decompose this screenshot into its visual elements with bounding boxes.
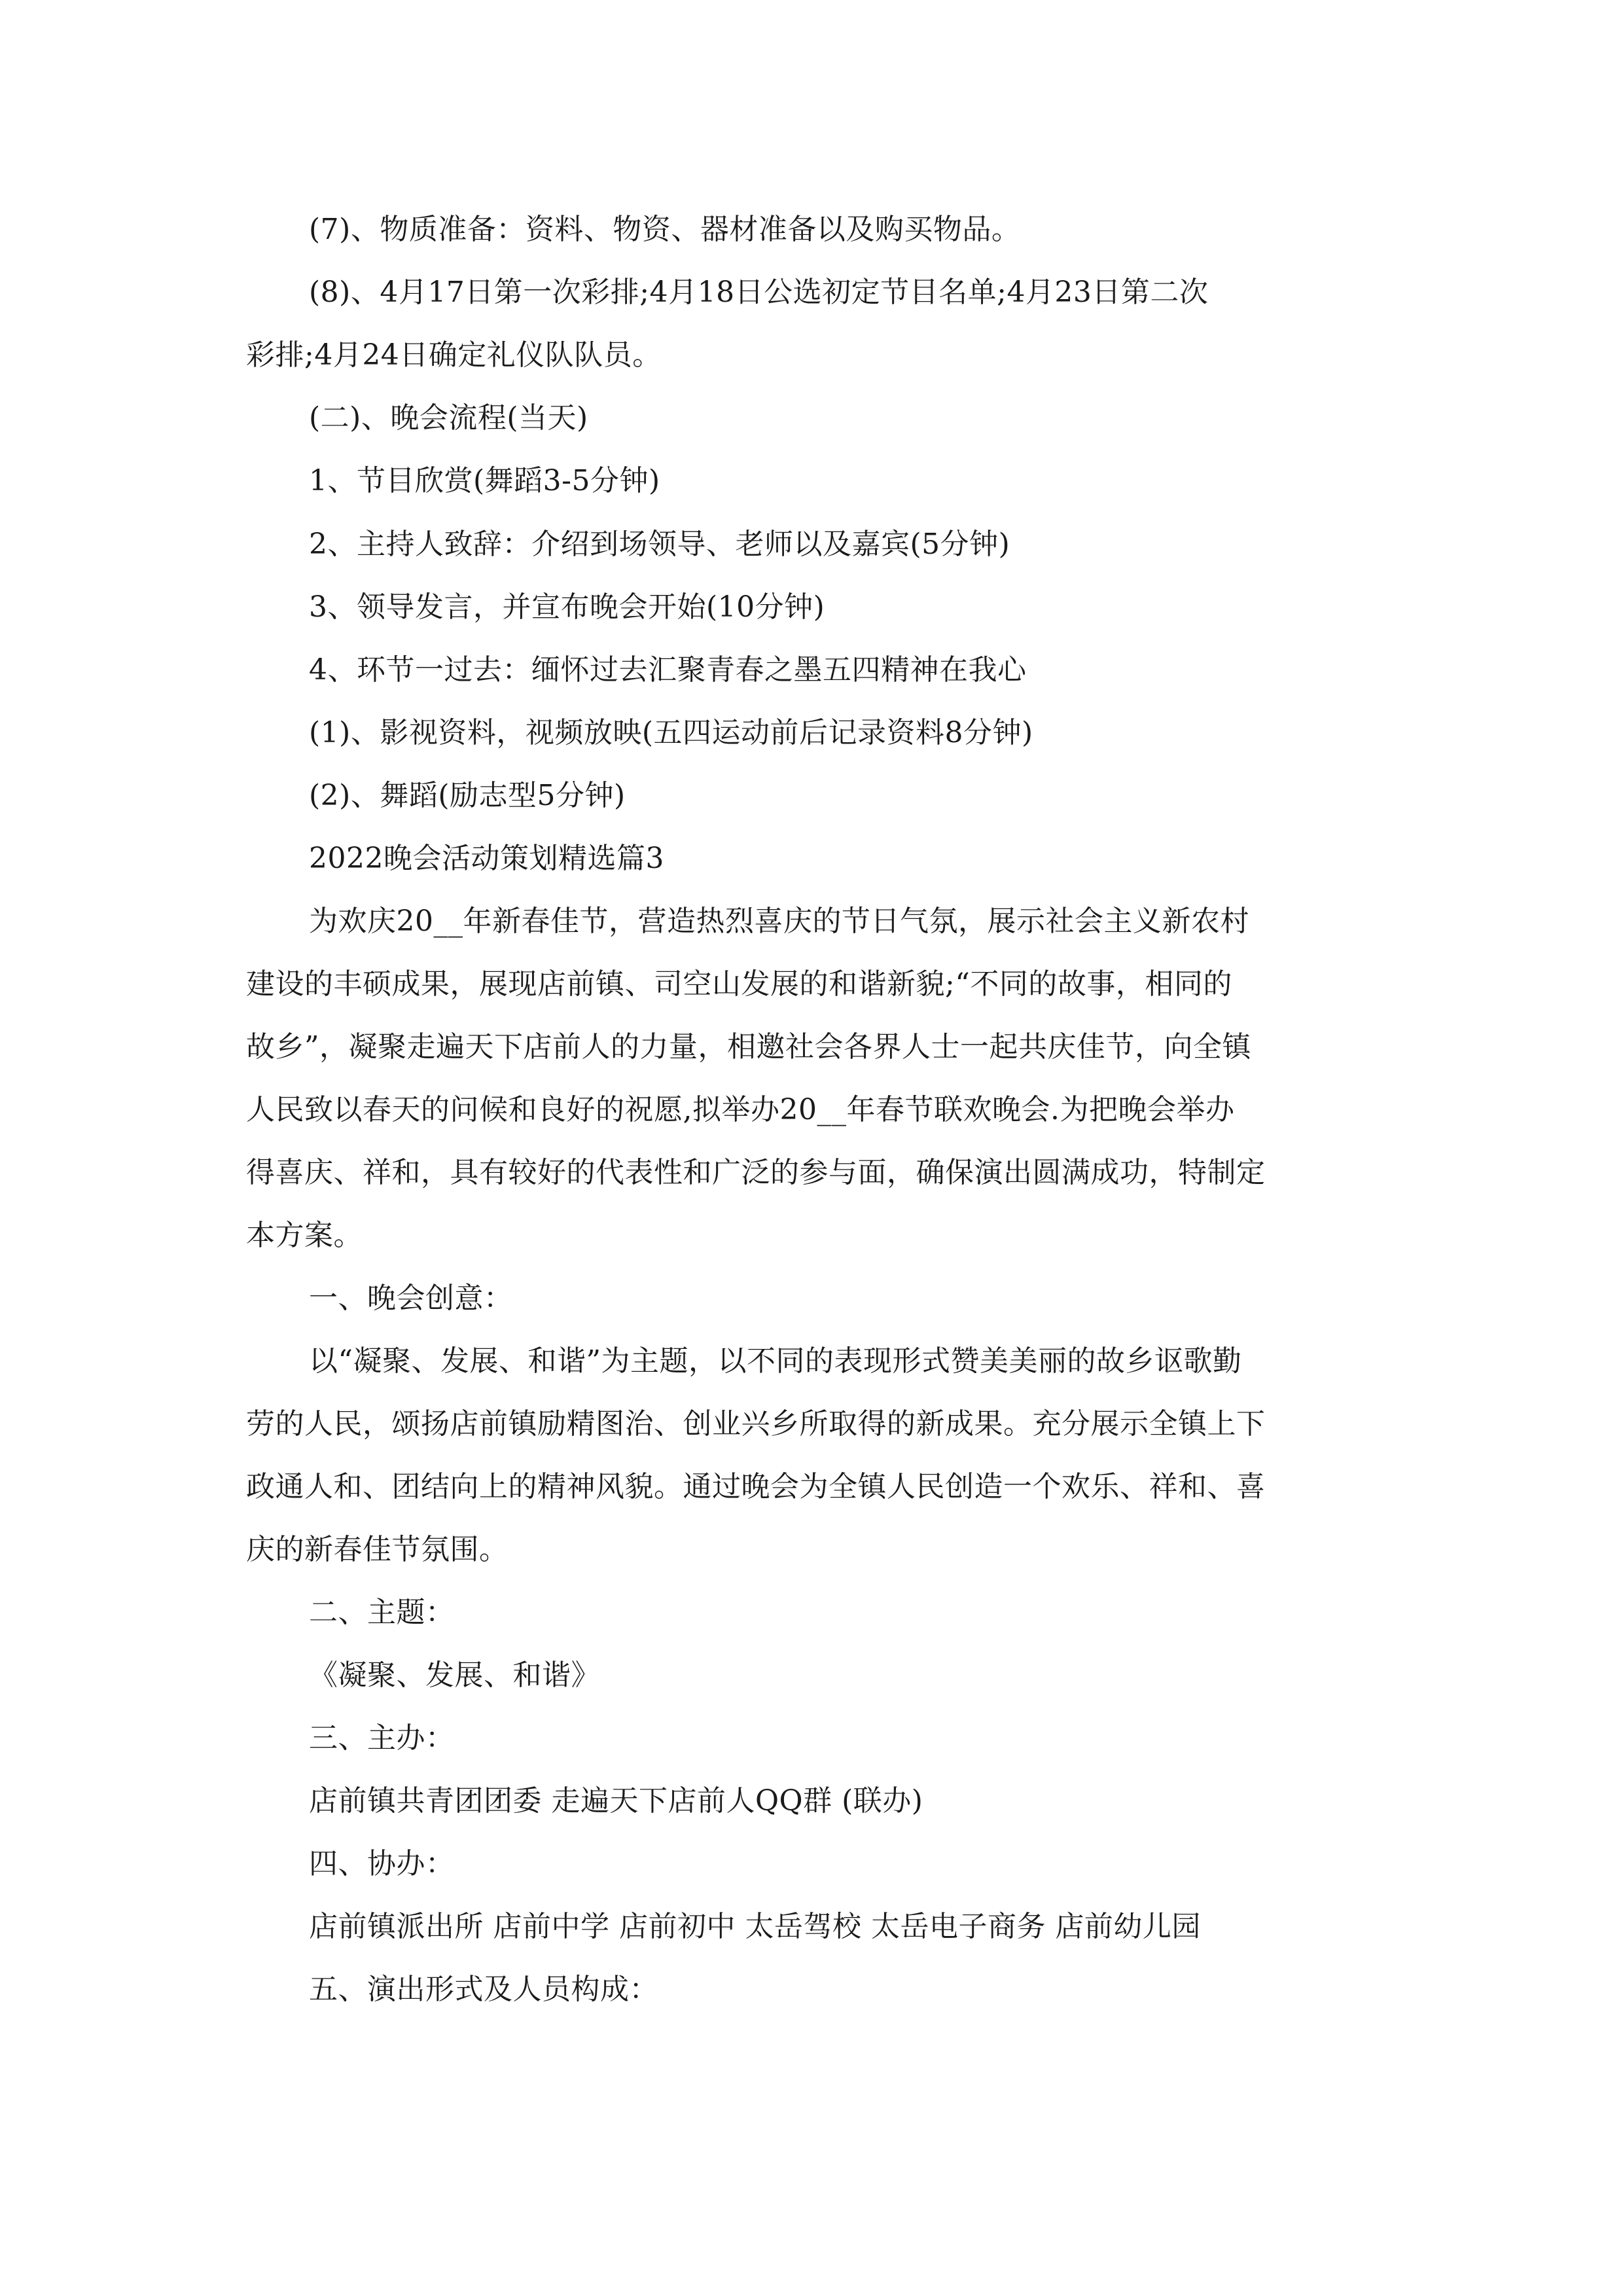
- text-line: 为欢庆20__年新春佳节，营造热烈喜庆的节日气氛，展示社会主义新农村: [309, 905, 1249, 938]
- text-line: 2、主持人致辞：介绍到场领导、老师以及嘉宾(5分钟): [309, 528, 1010, 561]
- section-heading: 三、主办：: [309, 1721, 455, 1755]
- text-line: 以“凝聚、发展、和谐”为主题，以不同的表现形式赞美美丽的故乡讴歌勤: [309, 1344, 1242, 1378]
- text-line: 人民致以春天的问候和良好的祝愿,拟举办20__年春节联欢晚会.为把晚会举办: [246, 1093, 1235, 1126]
- text-line: (2)、舞蹈(励志型5分钟): [309, 779, 626, 812]
- text-line: 店前镇派出所 店前中学 店前初中 太岳驾校 太岳电子商务 店前幼儿园: [309, 1910, 1201, 1943]
- text-line: 建设的丰硕成果，展现店前镇、司空山发展的和谐新貌;“不同的故事，相同的: [246, 967, 1232, 1001]
- text-line: 店前镇共青团团委 走遍天下店前人QQ群 (联办): [309, 1784, 923, 1818]
- text-line: 《凝聚、发展、和谐》: [309, 1659, 600, 1692]
- text-line: 庆的新春佳节氛围。: [246, 1533, 508, 1566]
- section-heading: (二)、晚会流程(当天): [309, 401, 588, 435]
- text-line: 得喜庆、祥和，具有较好的代表性和广泛的参与面，确保演出圆满成功，特制定: [246, 1156, 1266, 1189]
- text-line: (1)、影视资料，视频放映(五四运动前后记录资料8分钟): [309, 716, 1033, 749]
- text-line: (8)、4月17日第一次彩排;4月18日公选初定节目名单;4月23日第二次: [309, 276, 1209, 309]
- text-line: 3、领导发言，并宣布晚会开始(10分钟): [309, 590, 825, 624]
- article-title: 2022晚会活动策划精选篇3: [309, 842, 664, 875]
- text-line: 彩排;4月24日确定礼仪队队员。: [246, 338, 662, 372]
- text-line: 本方案。: [246, 1219, 363, 1252]
- text-line: 4、环节一过去：缅怀过去汇聚青春之墨五四精神在我心: [309, 653, 1027, 687]
- section-heading: 一、晚会创意：: [309, 1282, 513, 1315]
- section-heading: 二、主题：: [309, 1596, 455, 1629]
- section-heading: 四、协办：: [309, 1847, 455, 1880]
- text-line: 劳的人民，颂扬店前镇励精图治、创业兴乡所取得的新成果。充分展示全镇上下: [246, 1407, 1266, 1441]
- text-line: 政通人和、团结向上的精神风貌。通过晚会为全镇人民创造一个欢乐、祥和、喜: [246, 1470, 1266, 1503]
- text-line: 1、节目欣赏(舞蹈3-5分钟): [309, 464, 660, 497]
- text-line: 故乡”，凝聚走遍天下店前人的力量，相邀社会各界人士一起共庆佳节，向全镇: [246, 1030, 1251, 1064]
- text-line: (7)、物质准备：资料、物资、器材准备以及购买物品。: [309, 213, 1021, 246]
- section-heading: 五、演出形式及人员构成：: [309, 1973, 658, 2006]
